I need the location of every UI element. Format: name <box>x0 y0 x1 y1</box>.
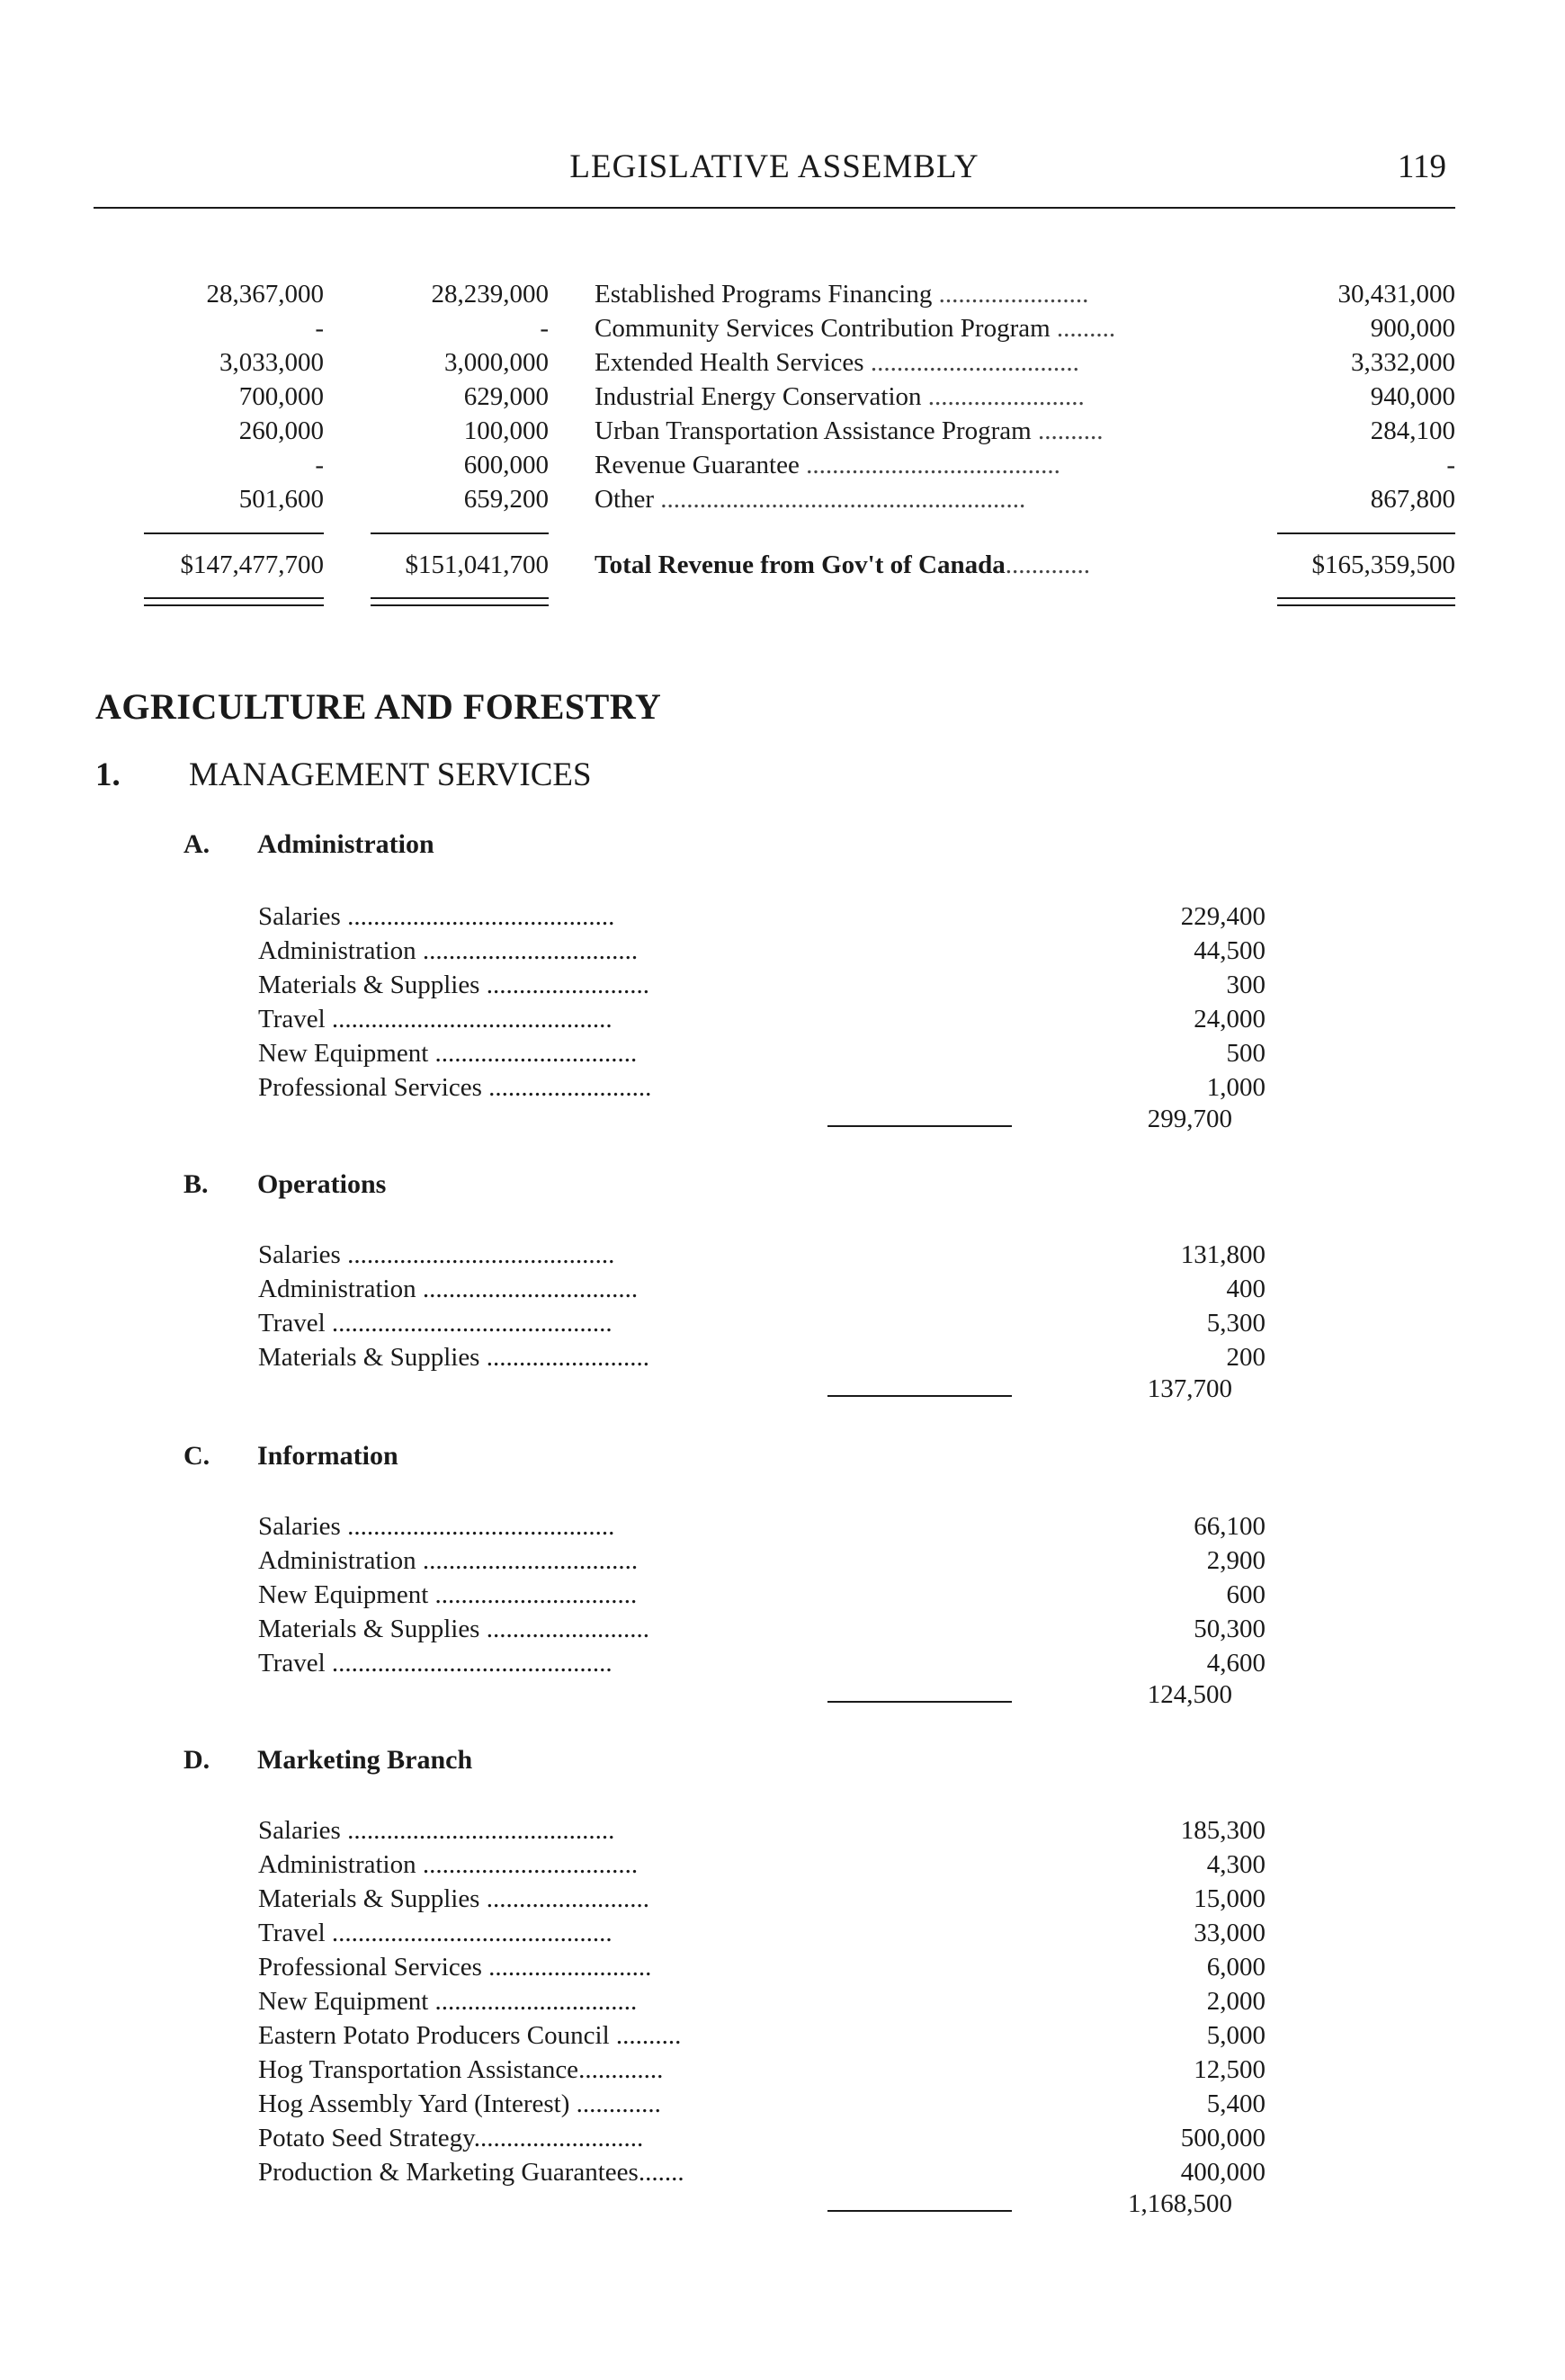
prior-year-actual: 3,033,000 <box>219 348 324 377</box>
line-amount: 5,300 <box>1206 1309 1265 1338</box>
line-amount: 131,800 <box>1180 1240 1265 1269</box>
prior-year-estimate: 659,200 <box>463 485 549 514</box>
line-amount: 12,500 <box>1194 2055 1265 2084</box>
subtotal-rule <box>827 1395 1012 1397</box>
subtotal-rule <box>371 532 549 534</box>
subtotal-rule <box>827 2210 1012 2212</box>
line-amount: 24,000 <box>1194 1005 1265 1033</box>
line-amount: 4,600 <box>1206 1649 1265 1678</box>
program-title: MANAGEMENT SERVICES <box>189 756 592 793</box>
subsection-total: 299,700 <box>1147 1105 1232 1133</box>
program-number: 1. <box>95 756 121 793</box>
prior-year-actual: 28,367,000 <box>206 280 324 309</box>
line-amount: 300 <box>1226 971 1265 999</box>
current-estimate: 30,431,000 <box>1337 280 1455 309</box>
prior-year-actual: 260,000 <box>238 416 324 445</box>
revenue-description: Urban Transportation Assistance Program .......... <box>595 416 1104 445</box>
line-amount: 1,000 <box>1206 1073 1265 1102</box>
prior-year-estimate: 100,000 <box>463 416 549 445</box>
subsection-total: 1,168,500 <box>1128 2189 1232 2218</box>
subsection-total: 137,700 <box>1147 1374 1232 1403</box>
subtotal-rule <box>144 532 324 534</box>
total-double-rule <box>1277 597 1455 606</box>
page-title: LEGISLATIVE ASSEMBLY <box>569 148 979 185</box>
current-estimate: 900,000 <box>1370 314 1455 343</box>
page-header <box>94 144 1455 209</box>
subsection-title: Operations <box>257 1169 387 1199</box>
prior-year-estimate: 600,000 <box>463 451 549 479</box>
line-amount: 6,000 <box>1206 1953 1265 1982</box>
line-amount: 229,400 <box>1180 902 1265 931</box>
subsection-title: Administration <box>257 829 434 859</box>
revenue-total-label: Total Revenue from Gov't of Canada............. <box>595 550 1090 579</box>
line-amount: 2,000 <box>1206 1987 1265 2016</box>
subsection-title: Marketing Branch <box>257 1745 473 1775</box>
prior-year-estimate: - <box>540 314 549 343</box>
prior-year-actual-total: $147,477,700 <box>180 550 324 579</box>
line-amount: 50,300 <box>1194 1615 1265 1643</box>
revenue-description: Other ........................................................ <box>595 485 1026 514</box>
current-estimate: 3,332,000 <box>1351 348 1455 377</box>
line-amount: 500,000 <box>1180 2124 1265 2152</box>
revenue-description: Industrial Energy Conservation ........................ <box>595 382 1085 411</box>
current-estimate: 940,000 <box>1370 382 1455 411</box>
subtotal-rule <box>1277 532 1455 534</box>
revenue-description: Revenue Guarantee ....................................... <box>595 451 1060 479</box>
prior-year-actual: - <box>315 451 324 479</box>
page-number: 119 <box>1397 148 1446 185</box>
subtotal-rule <box>827 1701 1012 1703</box>
revenue-description: Extended Health Services ................................ <box>595 348 1079 377</box>
line-amount: 66,100 <box>1194 1512 1265 1541</box>
prior-year-estimate: 28,239,000 <box>431 280 549 309</box>
subsection-letter: C. <box>183 1441 210 1471</box>
current-estimate: 284,100 <box>1370 416 1455 445</box>
line-amount: 500 <box>1226 1039 1265 1068</box>
total-double-rule <box>144 597 324 606</box>
section-title: AGRICULTURE AND FORESTRY <box>95 686 662 727</box>
line-amount: 2,900 <box>1206 1546 1265 1575</box>
prior-year-actual: 501,600 <box>238 485 324 514</box>
subsection-letter: A. <box>183 829 210 859</box>
line-amount: 33,000 <box>1194 1919 1265 1947</box>
line-amount: 4,300 <box>1206 1850 1265 1879</box>
subsection-title: Information <box>257 1441 398 1471</box>
current-estimate-total: $165,359,500 <box>1311 550 1455 579</box>
prior-year-estimate: 629,000 <box>463 382 549 411</box>
line-amount: 5,000 <box>1206 2021 1265 2050</box>
line-amount: 15,000 <box>1194 1884 1265 1913</box>
line-amount: 400 <box>1226 1275 1265 1303</box>
line-amount: 400,000 <box>1180 2158 1265 2187</box>
line-amount: 185,300 <box>1180 1816 1265 1845</box>
line-amount: 200 <box>1226 1343 1265 1372</box>
subsection-letter: D. <box>183 1745 210 1775</box>
subsection-letter: B. <box>183 1169 209 1199</box>
revenue-description: Established Programs Financing ....................... <box>595 280 1089 309</box>
total-double-rule <box>371 597 549 606</box>
revenue-description: Community Services Contribution Program ......... <box>595 314 1116 343</box>
line-amount: 600 <box>1226 1580 1265 1609</box>
subtotal-rule <box>827 1125 1012 1127</box>
prior-year-estimate: 3,000,000 <box>444 348 549 377</box>
line-amount: 5,400 <box>1206 2089 1265 2118</box>
prior-year-estimate-total: $151,041,700 <box>405 550 549 579</box>
prior-year-actual: 700,000 <box>238 382 324 411</box>
current-estimate: - <box>1446 451 1455 479</box>
prior-year-actual: - <box>315 314 324 343</box>
line-amount: 44,500 <box>1194 936 1265 965</box>
current-estimate: 867,800 <box>1370 485 1455 514</box>
subsection-total: 124,500 <box>1147 1680 1232 1709</box>
